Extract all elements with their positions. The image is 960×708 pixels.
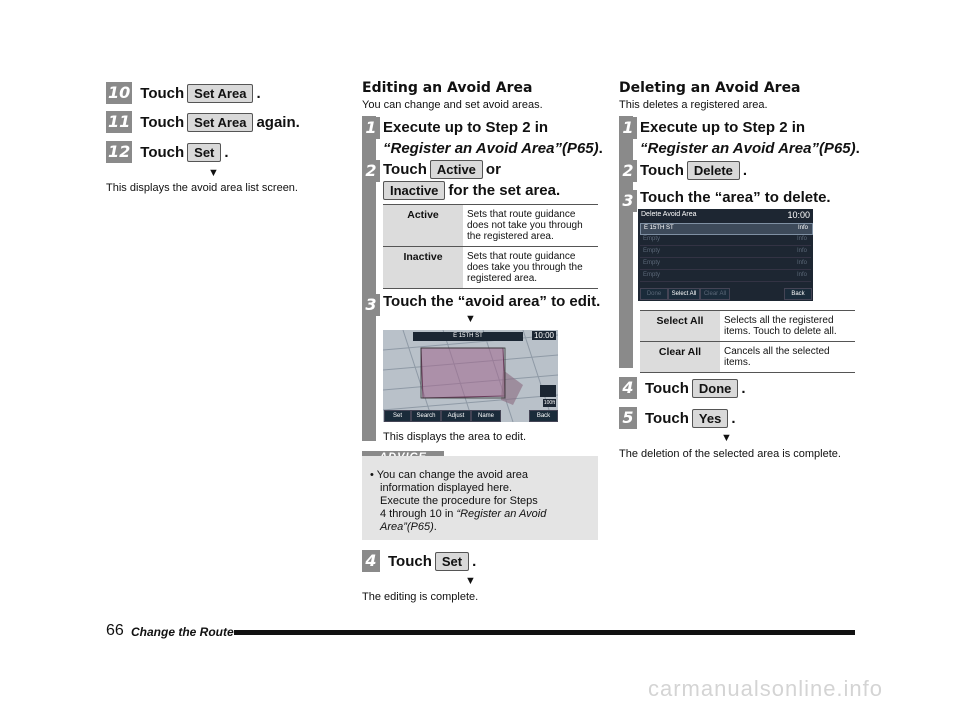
- set-area-key: Set Area: [187, 84, 253, 103]
- step-end: .: [256, 84, 261, 102]
- step-number: 1: [362, 117, 380, 139]
- screen-title: Delete Avoid Area: [641, 211, 697, 218]
- step-touch-label: Touch: [140, 143, 185, 161]
- selection-definition-table: [640, 310, 855, 373]
- screen-search-button: Search: [411, 410, 441, 422]
- list-item: [640, 271, 811, 282]
- table-row: [640, 311, 855, 342]
- description-cell: Cancels all the selected items.: [720, 342, 855, 373]
- down-arrow-icon: ▼: [465, 575, 476, 587]
- step-number: 4: [619, 377, 637, 399]
- editing-intro: You can change and set avoid areas.: [362, 99, 543, 111]
- deletion-complete-note: The deletion of the selected area is complete.: [619, 448, 841, 460]
- watermark-text: carmanualsonline.info: [648, 676, 884, 701]
- table-row: [640, 342, 855, 373]
- step-number: 3: [619, 190, 637, 212]
- deleting-heading: Deleting an Avoid Area: [619, 80, 801, 96]
- edit-step-2: [383, 159, 560, 201]
- footer-rule: [234, 630, 855, 635]
- advice-line: information displayed here.: [380, 482, 513, 494]
- step-number: 1: [619, 117, 637, 139]
- advice-line-end: .: [433, 521, 437, 533]
- step-end: .: [855, 140, 860, 157]
- screen-clear-all-button: Clear All: [700, 288, 730, 300]
- step-end: again.: [256, 113, 300, 131]
- reference-link: Area”(P65): [380, 521, 434, 533]
- edit-step-3: Touch the “avoid area” to edit.: [383, 293, 601, 310]
- step-touch-label: Touch: [645, 409, 689, 427]
- edit-step-4: [362, 548, 476, 574]
- list-item: [640, 247, 811, 258]
- advice-box: [362, 456, 598, 540]
- delete-key: Delete: [687, 161, 740, 180]
- list-item-name: Empty: [643, 272, 661, 278]
- screen-select-all-button: Select All: [668, 288, 700, 300]
- delete-step-2: [640, 160, 747, 181]
- active-key: Active: [430, 160, 483, 179]
- step-touch-label: Touch: [640, 162, 684, 179]
- edit-step-1: [383, 117, 603, 159]
- description-cell: Sets that route guidance does take you through the registered area.: [463, 247, 598, 289]
- reference-link: “Register an Avoid Area”(P65): [640, 140, 856, 157]
- list-item-info: Info: [796, 236, 807, 242]
- set-area-key: Set Area: [187, 113, 253, 132]
- step-end: .: [731, 409, 736, 427]
- clock: 10:00: [533, 331, 554, 340]
- step-end: .: [472, 552, 477, 570]
- step-10: [106, 80, 261, 106]
- step-11: [106, 109, 300, 135]
- street-banner: E 15TH ST: [413, 332, 523, 341]
- term-cell: Active: [383, 205, 463, 247]
- editing-heading: Editing an Avoid Area: [362, 80, 533, 96]
- step-or: or: [485, 161, 501, 178]
- step-end: .: [741, 379, 746, 397]
- step-number: 4: [362, 550, 380, 572]
- step-number: 12: [108, 142, 131, 161]
- step-end: .: [224, 143, 229, 161]
- delete-step-5: [619, 405, 735, 431]
- advice-line: 4 through 10 in: [380, 508, 457, 520]
- reference-link: “Register an Avoid: [456, 508, 547, 520]
- advice-text: [370, 469, 546, 534]
- deleting-intro: This deletes a registered area.: [619, 99, 768, 111]
- description-cell: Sets that route guidance does not take you through the registered area.: [463, 205, 598, 247]
- editing-complete-note: The editing is complete.: [362, 591, 479, 603]
- inactive-key: Inactive: [383, 181, 445, 200]
- list-item: [640, 223, 813, 235]
- screen-back-button: Back: [529, 410, 558, 422]
- section-title: Change the Route: [131, 625, 234, 639]
- list-item-name: Empty: [643, 236, 661, 242]
- down-arrow-icon: ▼: [721, 432, 732, 444]
- down-arrow-icon: ▼: [465, 313, 476, 325]
- delete-step-3: Touch the “area” to delete.: [640, 189, 831, 206]
- list-item-name: Empty: [643, 248, 661, 254]
- list-item: [640, 235, 811, 246]
- reference-link: “Register an Avoid Area”(P65): [383, 140, 599, 157]
- step-number: 3: [362, 294, 380, 316]
- list-item-info: Info: [796, 260, 807, 266]
- edit-area-screenshot: [383, 330, 558, 422]
- done-key: Done: [692, 379, 739, 398]
- status-definition-table: [383, 204, 598, 289]
- step-touch-label: Touch: [645, 379, 689, 397]
- term-cell: Clear All: [640, 342, 720, 373]
- yes-key: Yes: [692, 409, 728, 428]
- step-end: .: [742, 162, 748, 179]
- step-number: 11: [108, 112, 131, 131]
- delete-step-1: [640, 117, 860, 159]
- step-touch-label: Touch: [140, 84, 185, 102]
- list-item-name: E 15TH ST: [644, 225, 674, 231]
- advice-line: You can change the avoid area: [376, 469, 528, 481]
- delete-list-screenshot: [638, 209, 813, 301]
- delete-step-4: [619, 375, 746, 401]
- step-end: for the set area.: [448, 182, 561, 199]
- step-text: Execute up to Step 2 in: [640, 119, 806, 136]
- step-result-note: This displays the avoid area list screen.: [106, 182, 298, 194]
- step-touch-label: Touch: [388, 552, 432, 570]
- step-number: 5: [619, 407, 637, 429]
- scale-indicator: 100ft: [543, 400, 555, 406]
- step-12: [106, 139, 229, 165]
- zoom-icon: [540, 385, 556, 397]
- screen-set-button: Set: [384, 410, 411, 422]
- list-item: [640, 259, 811, 270]
- clock: 10:00: [787, 210, 810, 220]
- description-cell: Selects all the registered items. Touch to delete all.: [720, 311, 855, 342]
- screen-back-button: Back: [784, 288, 812, 300]
- page-number: 66: [106, 622, 124, 639]
- list-item-name: Empty: [643, 260, 661, 266]
- screen-name-button: Name: [471, 410, 501, 422]
- table-row: [383, 247, 598, 289]
- step-number: 2: [362, 160, 380, 182]
- step-sidebar: [619, 116, 633, 368]
- step-text: Execute up to Step 2 in: [383, 119, 549, 136]
- map-graphic: [383, 330, 558, 422]
- set-key: Set: [435, 552, 469, 571]
- step-end: .: [598, 140, 603, 157]
- step-touch-label: Touch: [140, 113, 185, 131]
- list-item-info: Info: [797, 225, 808, 231]
- step-touch-label: Touch: [383, 161, 427, 178]
- set-key: Set: [187, 143, 221, 162]
- advice-line: Execute the procedure for Steps: [380, 495, 538, 507]
- edit-area-note: This displays the area to edit.: [383, 431, 527, 443]
- step-number: 2: [619, 160, 637, 182]
- term-cell: Select All: [640, 311, 720, 342]
- list-item-info: Info: [796, 272, 807, 278]
- screen-done-button: Done: [640, 288, 668, 300]
- bullet: •: [370, 469, 374, 481]
- down-arrow-icon: ▼: [208, 167, 219, 179]
- term-cell: Inactive: [383, 247, 463, 289]
- table-row: [383, 205, 598, 247]
- list-item-info: Info: [796, 248, 807, 254]
- screen-adjust-button: Adjust: [441, 410, 471, 422]
- step-number: 10: [108, 83, 131, 102]
